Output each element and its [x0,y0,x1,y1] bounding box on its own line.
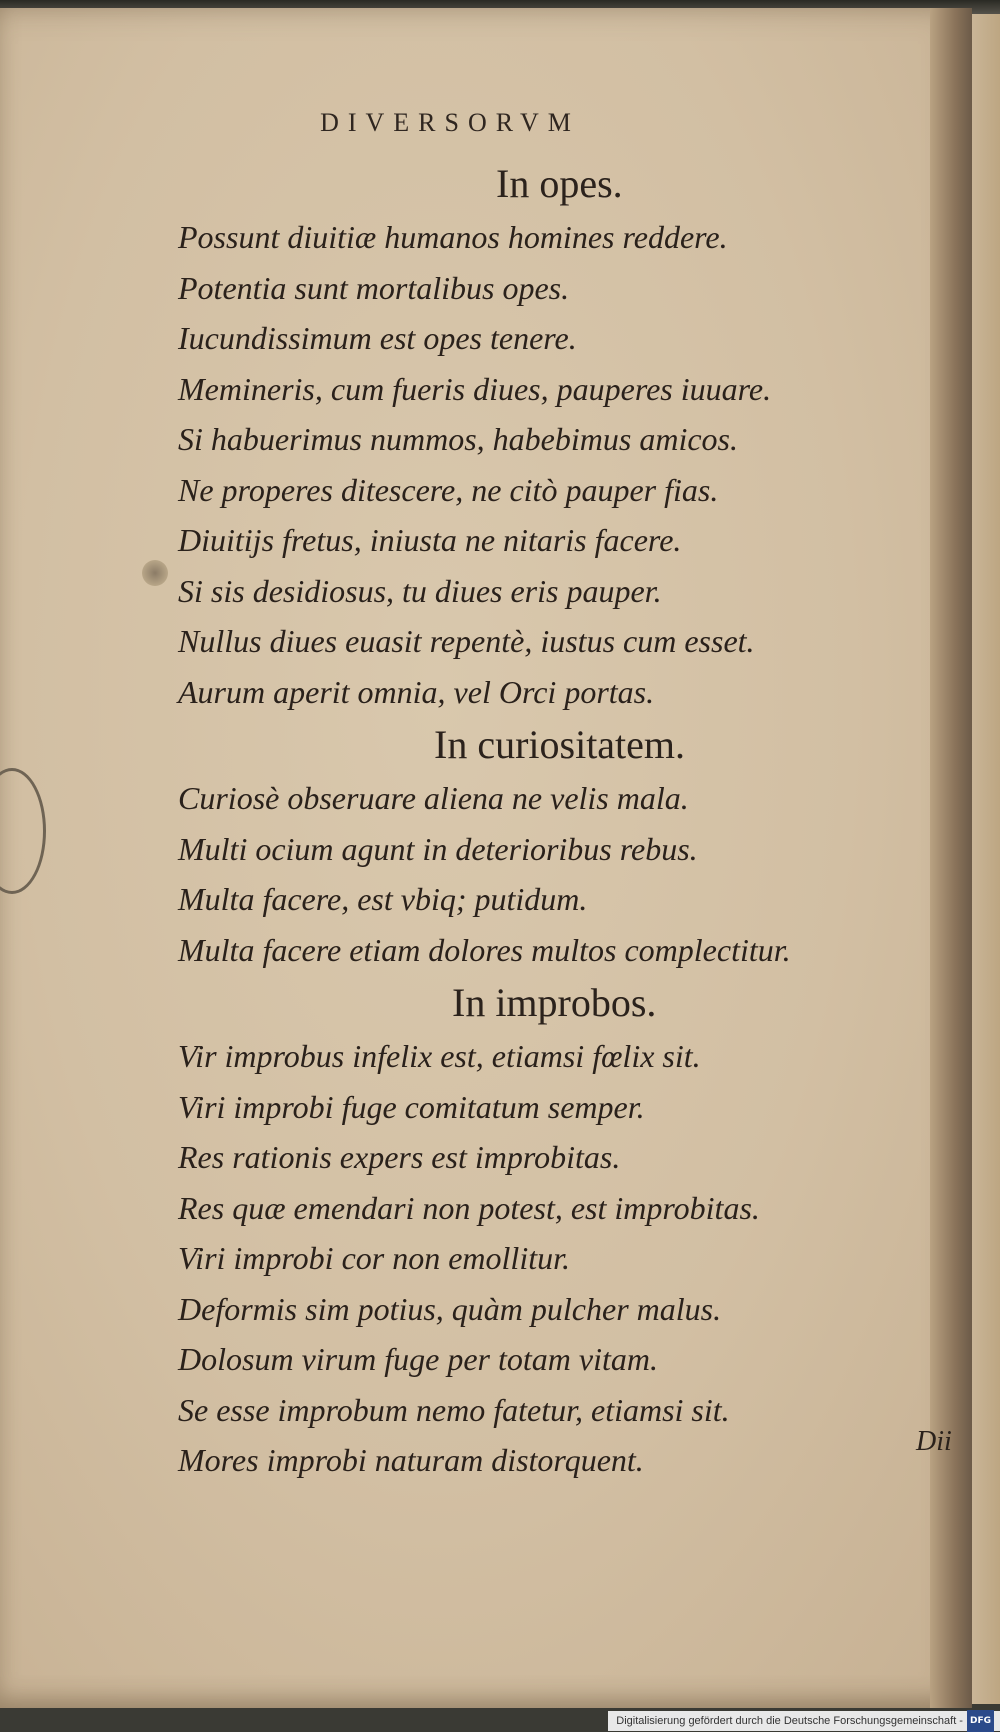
verse-line: Si sis desidiosus, tu diues eris pauper. [178,572,662,609]
verse-line: Memineris, cum fueris diues, pauperes iuuare. [178,370,772,407]
clip-mark [0,768,46,894]
section-in-opes [178,156,938,717]
verse-line: Ne properes ditescere, ne citò pauper fias. [178,471,719,508]
catchword: Dii [916,1426,952,1457]
running-head: DIVERSORVM [320,108,580,137]
verse-line: Aurum aperit omnia, vel Orci portas. [178,673,655,710]
section-title: In opes. [496,161,623,206]
verse-line: Deformis sim potius, quàm pulcher malus. [178,1290,722,1327]
section-in-curiositatem [178,717,938,975]
text-block [178,156,938,1486]
verse-line: Viri improbi cor non emollitur. [178,1240,570,1276]
section-title: In improbos. [452,980,657,1025]
verse-line: Se esse improbum nemo fatetur, etiamsi sit. [178,1391,730,1428]
verse-line: Multi ocium agunt in deterioribus rebus. [178,830,698,867]
dfg-logo: DFG [967,1710,994,1732]
verse-line: Multa facere etiam dolores multos complectitur. [178,931,791,968]
verse-line: Iucundissimum est opes tenere. [178,320,577,356]
verse-line: Vir improbus infelix est, etiamsi fœlix sit. [178,1038,701,1074]
verse-line: Res rationis expers est improbitas. [178,1139,621,1175]
section-title: In curiositatem. [434,722,686,767]
book-page [0,8,972,1708]
verse-line: Viri improbi fuge comitatum semper. [178,1088,645,1125]
verse-line: Possunt diuitiæ humanos homines reddere. [178,219,728,255]
verse-line: Dolosum virum fuge per totam vitam. [178,1341,658,1377]
digitization-footer [608,1711,1000,1731]
ink-stain [142,560,168,586]
facing-page-edge [972,14,1000,1704]
verse-line: Potentia sunt mortalibus opes. [178,269,570,306]
verse-line: Curiosè obseruare aliena ne velis mala. [178,780,689,816]
verse-line: Si habuerimus nummos, habebimus amicos. [178,421,738,457]
verse-line: Mores improbi naturam distorquent. [178,1442,644,1478]
verse-line: Multa facere, est vbiq; putidum. [178,881,588,917]
footer-text: Digitalisierung gefördert durch die Deutsche Forschungsgemeinschaft - [616,1715,963,1727]
verse-line: Nullus diues euasit repentè, iustus cum esset. [178,623,755,659]
section-in-improbos [178,975,938,1486]
verse-line: Res quæ emendari non potest, est improbitas. [178,1189,760,1226]
verse-line: Diuitijs fretus, iniusta ne nitaris facere. [178,522,682,558]
